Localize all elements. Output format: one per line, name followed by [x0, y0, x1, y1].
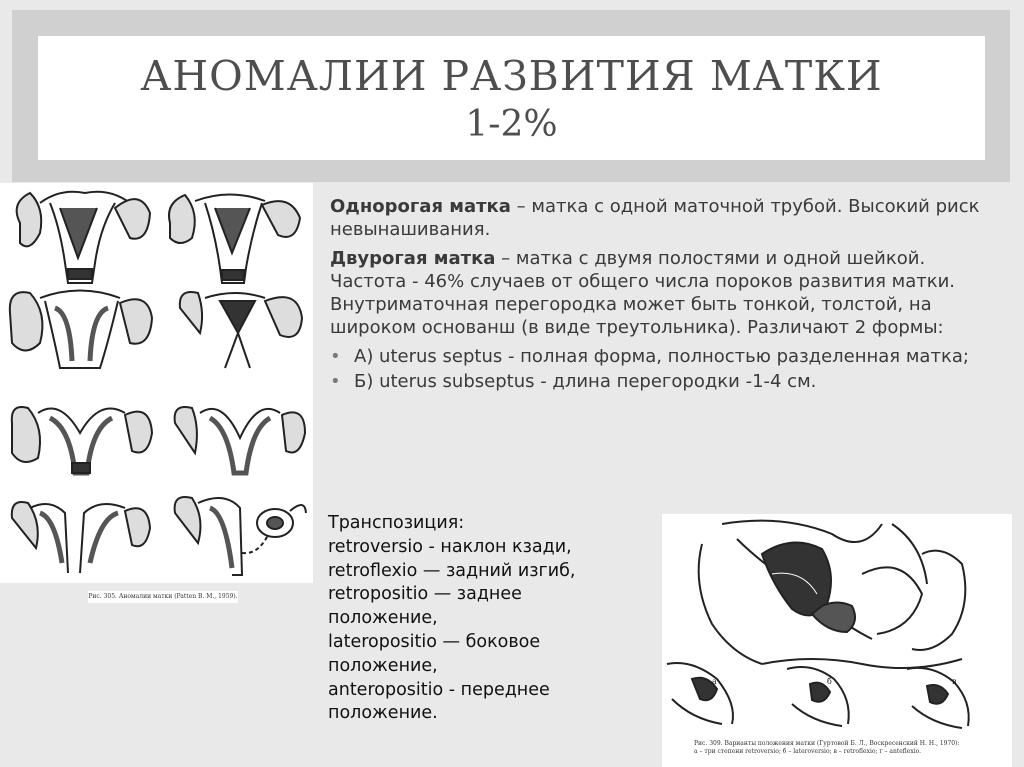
- uterus-diagram-2: [169, 195, 300, 284]
- left-figure-caption: Рис. 305. Аномалии матки (Patten B. M., 1959).: [88, 591, 238, 603]
- bullet-text-subseptus: Б) uterus subseptus - длина перегородки -1-4 см.: [354, 371, 817, 392]
- uterus-position-drawing: [662, 514, 1012, 736]
- transposition-line: anteropositio - переднее: [328, 679, 550, 700]
- transposition-line: lateropositio — боковое: [328, 631, 541, 652]
- slide-title: АНОМАЛИИ РАЗВИТИЯ МАТКИ: [140, 52, 883, 100]
- uterus-diagram-7: [12, 502, 150, 573]
- bullet-item: [330, 345, 980, 368]
- uterus-diagram-5: [12, 407, 152, 473]
- transposition-list: [328, 512, 658, 726]
- bullet-text-septus: А) uterus septus - полная форма, полностью разделенная матка;: [354, 346, 969, 367]
- bullet-item: [330, 370, 980, 393]
- uterus-position-illustration: [662, 514, 1012, 767]
- unicornuate-paragraph: [330, 195, 980, 241]
- unicornuate-term: Однорогая матка: [330, 196, 511, 217]
- uterus-diagram-8: [175, 497, 306, 575]
- transposition-line: retropositio — заднее: [328, 584, 522, 605]
- uterus-diagram-6: [175, 407, 305, 473]
- uterus-anomalies-drawing: [0, 183, 313, 583]
- uterus-anomalies-illustration: [0, 183, 313, 583]
- main-description: [330, 195, 980, 393]
- right-caption-line: Рис. 309. Варианты положения матки (Гуртовой Б. Л., Воскресенский Н. Н., 1970):: [694, 740, 960, 747]
- bicornuate-definition: – матка с двумя полостями и одной шейкой. Частота - 46% случаев от общего числа пороков развития матки. Внутриматочная перегородка может быть тонкой, толстой, на широком основанш (в виде треутольника). Различают 2 формы:: [330, 248, 955, 338]
- bullet-dot: •: [330, 371, 341, 392]
- label-b: б: [827, 677, 832, 686]
- bullet-dot: •: [330, 346, 341, 367]
- position-diagram-c: [907, 668, 969, 728]
- position-diagram-a: [667, 663, 733, 724]
- bicornuate-term: Двурогая матка: [330, 248, 496, 269]
- unicornuate-definition: – матка с одной маточной трубой. Высокий риск невынашивания.: [330, 196, 980, 240]
- label-v: в: [952, 677, 957, 686]
- right-figure-caption: [694, 740, 994, 756]
- bicornuate-paragraph: [330, 247, 980, 339]
- right-caption-line: а – три степени retroversio; б – lateroversio; в – retroflexio; г – anteflexio.: [694, 748, 922, 755]
- transposition-line: retroversio - наклон кзади,: [328, 536, 572, 557]
- label-a: а: [712, 677, 717, 686]
- uterus-diagram-3: [10, 291, 152, 369]
- title-box: [38, 36, 985, 160]
- transposition-heading: Транспозиция:: [328, 513, 465, 533]
- title-frame: [12, 10, 1010, 182]
- position-diagram-b: [787, 667, 849, 726]
- transposition-line: положение.: [328, 703, 438, 724]
- slide-subtitle-percentage: 1-2%: [465, 104, 558, 145]
- uterus-diagram-1: [17, 192, 150, 283]
- transposition-line: retroflexio — задний изгиб,: [328, 560, 576, 581]
- uterus-diagram-4: [180, 292, 302, 368]
- transposition-line: положение,: [328, 655, 438, 676]
- transposition-line: положение,: [328, 608, 438, 629]
